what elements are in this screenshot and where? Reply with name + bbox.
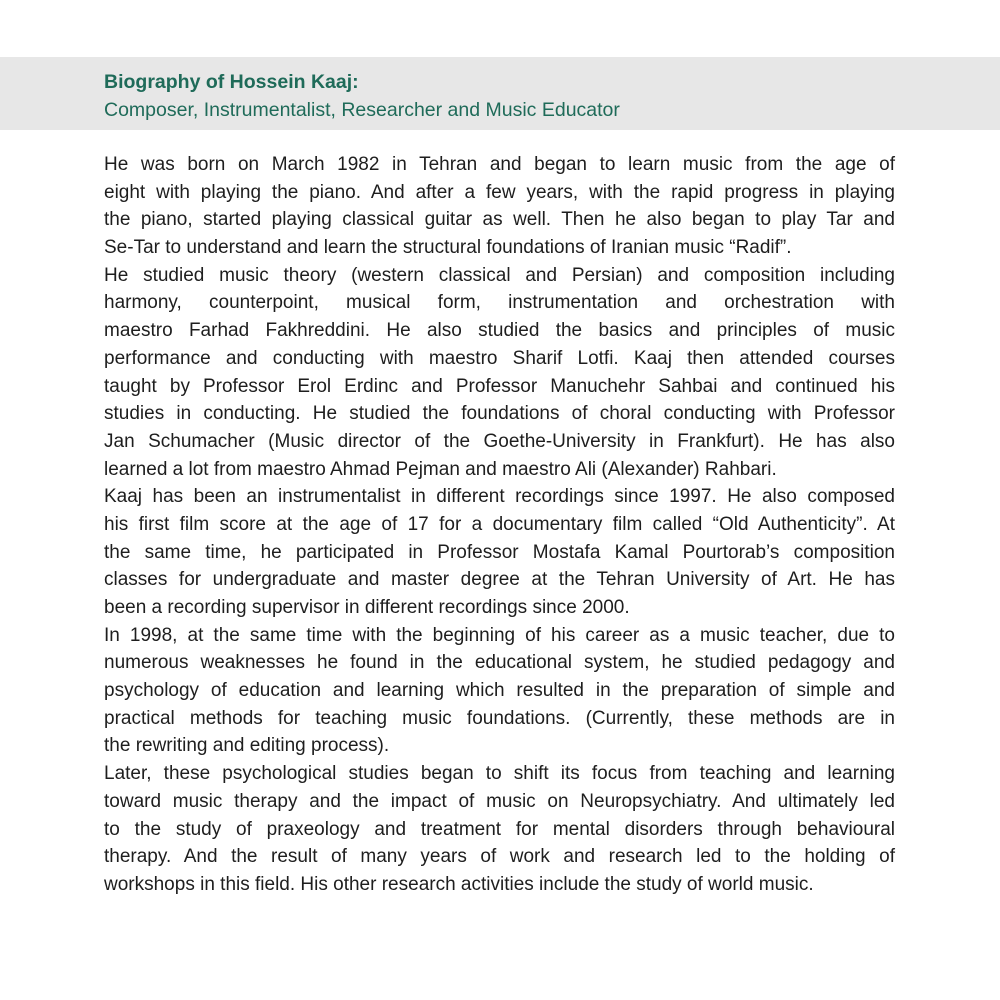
body-line: therapy. And the result of many years of work and research led to the holding of	[104, 846, 895, 868]
body-line: learned a lot from maestro Ahmad Pejman and maestro Ali (Alexander) Rahbari.	[104, 458, 777, 480]
body-line: practical methods for teaching music foundations. (Currently, these methods are in	[104, 707, 895, 729]
body-line: Jan Schumacher (Music director of the Goethe-University in Frankfurt). He has also	[104, 430, 895, 452]
body-line: numerous weaknesses he found in the educational system, he studied pedagogy and	[104, 652, 895, 674]
body-line: classes for undergraduate and master degree at the Tehran University of Art. He has	[104, 569, 895, 591]
body-line: In 1998, at the same time with the beginning of his career as a music teacher, due to	[104, 624, 895, 646]
body-line: harmony, counterpoint, musical form, instrumentation and orchestration with	[104, 292, 895, 314]
biography-text	[104, 151, 895, 899]
body-line: the same time, he participated in Professor Mostafa Kamal Pourtorab’s composition	[104, 541, 895, 563]
body-line: workshops in this field. His other research activities include the study of world music.	[104, 873, 814, 895]
body-line: Se-Tar to understand and learn the structural foundations of Iranian music “Radif”.	[104, 237, 792, 259]
page-title: Biography of Hossein Kaaj:	[104, 71, 359, 93]
page-subtitle: Composer, Instrumentalist, Researcher and Music Educator	[104, 99, 620, 121]
body-line: He studied music theory (western classical and Persian) and composition including	[104, 264, 895, 286]
body-line: performance and conducting with maestro Sharif Lotfi. Kaaj then attended courses	[104, 347, 895, 369]
body-line: the piano, started playing classical guitar as well. Then he also began to play Tar and	[104, 209, 895, 231]
body-line: toward music therapy and the impact of music on Neuropsychiatry. And ultimately led	[104, 790, 895, 812]
body-line: been a recording supervisor in different recordings since 2000.	[104, 597, 630, 618]
body-line: taught by Professor Erol Erdinc and Professor Manuchehr Sahbai and continued his	[104, 375, 895, 397]
body-line: to the study of praxeology and treatment for mental disorders through behavioural	[104, 818, 895, 840]
body-line: psychology of education and learning which resulted in the preparation of simple and	[104, 680, 895, 702]
body-line: studies in conducting. He studied the foundations of choral conducting with Professor	[104, 403, 895, 425]
body-line: maestro Farhad Fakhreddini. He also studied the basics and principles of music	[104, 320, 895, 342]
body-line: He was born on March 1982 in Tehran and began to learn music from the age of	[104, 154, 895, 175]
body-line: his first film score at the age of 17 for a documentary film called “Old Authenticity”. At	[104, 513, 895, 535]
body-line: eight with playing the piano. And after a few years, with the rapid progress in playing	[104, 181, 895, 203]
body-line: Kaaj has been an instrumentalist in different recordings since 1997. He also composed	[104, 486, 895, 508]
body-line: the rewriting and editing process).	[104, 735, 390, 757]
body-line: Later, these psychological studies began to shift its focus from teaching and learning	[104, 763, 895, 785]
